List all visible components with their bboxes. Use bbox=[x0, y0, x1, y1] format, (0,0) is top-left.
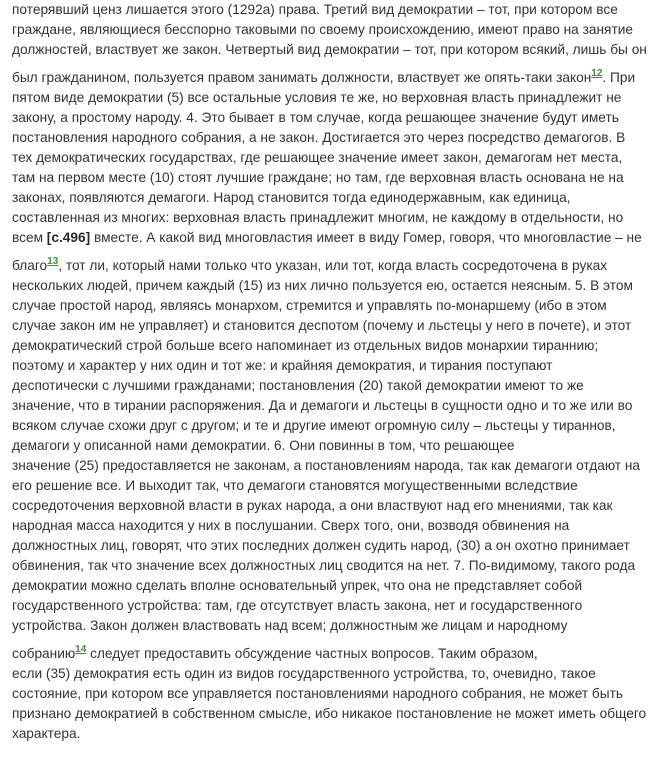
text-line: должностей, властвует же закон. Четвертый вид демократии – тот, при котором всякий, лишь бы он bbox=[12, 42, 647, 57]
text-segment: следует предоставить обсуждение частных вопросов. Таким образом, bbox=[86, 646, 538, 661]
text-line: характера. bbox=[12, 726, 81, 741]
text-line: пятом виде демократии (5) все остальные условия те же, но верховная власть принадлежит не bbox=[12, 90, 622, 105]
text-line: демагоги у описанной нами демократии. 6. Они повинны в том, что решающее bbox=[12, 438, 515, 453]
text-line: демократический строй больше всего напоминает из отдельных видов монархии тираннию; bbox=[12, 338, 599, 353]
text-line: сосредоточения верховной власти в руках народа, а они властвуют над его мнениями, так как bbox=[12, 498, 613, 513]
text-line: обвинения, так что значение всех должностных лиц сводится на нет. 7. По-видимому, такого рода bbox=[12, 558, 636, 573]
text-line: граждане, являющиеся бесспорно таковыми по своему происхождению, имеют право на занятие bbox=[12, 22, 633, 37]
text-line: случае простой народ, являясь монархом, стремится и управлять по-монаршему (ибо в этом bbox=[12, 298, 607, 313]
text-segment: , тот ли, который нами только что указан, или тот, когда власть сосредоточена в руках bbox=[58, 258, 608, 273]
text-segment: вместе. А какой вид многовластия имеет в виду Гомер, говоря, что многовластие – не bbox=[93, 230, 642, 245]
text-line: должностных лиц, говорят, что этих последних должен судить народ, (30) а он охотно принимает bbox=[12, 538, 630, 553]
text-line bbox=[12, 256, 607, 276]
text-line: там на первом месте (10) стоят лучшие граждане; но там, где верховная власть основана не на bbox=[12, 170, 624, 185]
text-line: потерявший ценз лишается этого (1292a) права. Третий вид демократии – тот, при котором все bbox=[12, 2, 618, 17]
text-line: его решение все. И выходит так, что демагоги становятся могущественными вследствие bbox=[12, 478, 578, 493]
text-line: признано демократией в собственном смысле, ибо никакое постановление не может иметь общего bbox=[12, 706, 647, 721]
text-line bbox=[12, 644, 538, 664]
text-line: поэтому и характер у них один и тот же: и крайняя демократия, и тирания поступают bbox=[12, 358, 553, 373]
text-line: составленная из многих: верховная власть принадлежит многим, не каждому в отдельности, но bbox=[12, 210, 624, 225]
text-segment: всем bbox=[12, 230, 43, 245]
text-line: закону, а простому народу. 4. Это бывает в том случае, когда решающее значение будут иметь bbox=[12, 110, 619, 125]
footnote-link-12[interactable]: 12 bbox=[591, 68, 603, 79]
text-line: государственного устройства: там, где отсутствует власть закона, нет и государственного bbox=[12, 598, 583, 613]
text-line: состояние, при котором все управляется постановлениями народного собрания, не может быть bbox=[12, 686, 624, 701]
footnote-link-14[interactable]: 14 bbox=[75, 644, 87, 655]
footnote-link-13[interactable]: 13 bbox=[47, 256, 59, 267]
text-segment: . При bbox=[602, 70, 636, 85]
text-line: постановления народного собрания, а не закон. Достигается это через посредство демагогов. В bbox=[12, 130, 626, 145]
text-segment: благо bbox=[12, 258, 48, 273]
text-line: значение (25) предоставляется не законам, а постановлениям народа, так как демагоги отдают на bbox=[12, 458, 641, 473]
text-line: народная масса находится у них в послушании. Сверх того, они, возводя обвинения на bbox=[12, 518, 570, 533]
text-line: деспотически с лучшими гражданами; постановления (20) такой демократии имеют то же bbox=[12, 378, 584, 393]
text-line: демократии можно сделать вполне основательный упрек, что она не представляет собой bbox=[12, 578, 583, 593]
page-reference: [c.496] bbox=[46, 230, 91, 245]
text-line: нескольких людей, причем каждый (15) из них лично пользуется ею, остается неясным. 5. В этом bbox=[12, 278, 633, 293]
text-line: тех демократических государствах, где решающее значение имеет закон, демагогам нет места, bbox=[12, 150, 623, 165]
text-line bbox=[12, 228, 642, 248]
text-segment: собранию bbox=[12, 646, 76, 661]
text-line: значение, что в тирании распоряжения. Да и демагоги и льстецы в сущности одно и то же или во bbox=[12, 398, 633, 413]
text-line bbox=[12, 68, 635, 88]
text-line: законах, появляются демагоги. Народ становится тогда единодержавным, как единица, bbox=[12, 190, 571, 205]
text-line: случае закон им не управляет) и становится деспотом (почему и льстецы у него в почете), и этот bbox=[12, 318, 632, 333]
text-line: если (35) демократия есть один из видов государственного устройства, то, очевидно, такое bbox=[12, 666, 596, 681]
text-line: всяком случае схожи друг с другом; и те и другие имеют огромную силу – льстецы у тираннов, bbox=[12, 418, 616, 433]
text-line: устройства. Закон должен властвовать над всем; должностным же лицам и народному bbox=[12, 618, 568, 633]
text-segment: был гражданином, пользуется правом занимать должности, властвует же опять-таки закон bbox=[12, 70, 592, 85]
